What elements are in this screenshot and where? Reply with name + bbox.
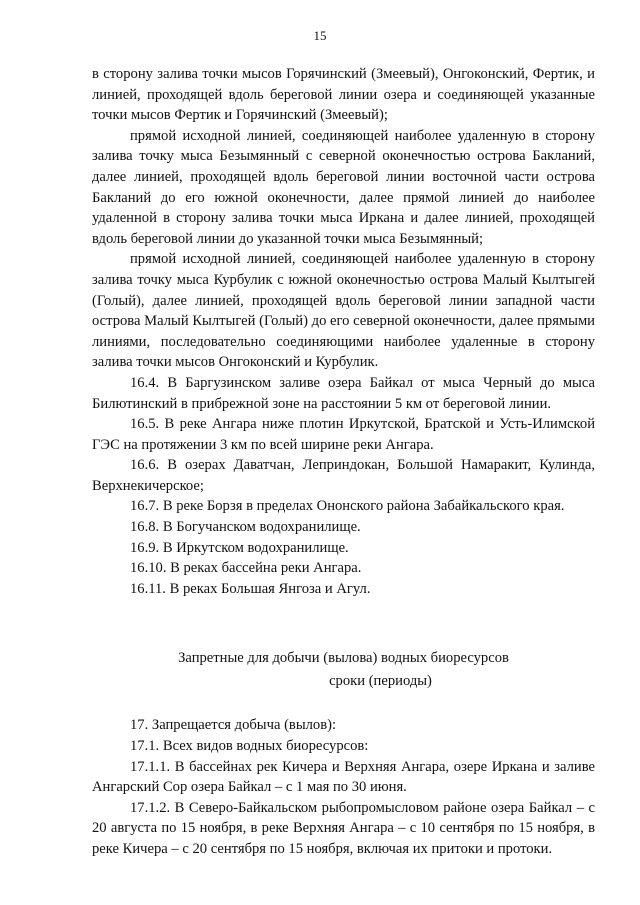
paragraph-continuation: в сторону залива точки мысов Горячинский (Змеевый), Онгоконский, Фертик, и линией, проходящей вдоль береговой линии озера и соединяющей указанные точки мысов Фертик и Горячинский (Змеевый); <box>92 66 595 124</box>
paragraph-16-6: 16.6. В озерах Даватчан, Леприндокан, Большой Намаракит, Кулинда, Верхнекичерское; <box>92 457 595 494</box>
paragraph-baseline-baklaniy: прямой исходной линией, соединяющей наиболее удаленную в сторону залива точку мыса Безымянный с северной оконечностью острова Бакланий, далее линией, проходящей вдоль береговой линии восточной части острова Бакланий до его южной оконечности, далее прямой линией до наиболее удаленной в сторону залива точки мыса Иркана и далее линией, проходящей вдоль береговой линии до указанной точки мыса Безымянный; <box>92 127 595 247</box>
paragraph-16-9: 16.9. В Иркутском водохранилище. <box>130 539 349 556</box>
paragraph-16-7: 16.7. В реке Борзя в пределах Ононского района Забайкальского края. <box>130 498 565 515</box>
paragraph-17: 17. Запрещается добыча (вылов): <box>130 717 337 734</box>
paragraph-16-4: 16.4. В Баргузинском заливе озера Байкал от мыса Черный до мыса Билютинский в прибрежной зоне на расстоянии 5 км от береговой линии. <box>92 374 595 412</box>
paragraph-16-8: 16.8. В Богучанском водохранилище. <box>130 519 361 536</box>
paragraph-16-10: 16.10. В реках бассейна реки Ангара. <box>130 560 362 577</box>
section-heading <box>92 647 595 693</box>
document-body <box>92 64 595 860</box>
paragraph-16-5: 16.5. В реке Ангара ниже плотин Иркутской, Братской и Усть-Илимской ГЭС на протяжении 3 км по всей ширине реки Ангара. <box>92 416 595 453</box>
section-heading-line-1: Запретные для добычи (вылова) водных биоресурсов <box>178 650 509 667</box>
paragraph-17-1: 17.1. Всех видов водных биоресурсов: <box>130 738 369 755</box>
paragraph-17-1-1: 17.1.1. В бассейнах рек Кичера и Верхняя Ангара, озере Иркана и заливе Ангарский Сор озера Байкал – с 1 мая по 30 июня. <box>92 758 595 796</box>
paragraph-17-1-2: 17.1.2. В Северо-Байкальском рыбопромысловом районе озера Байкал – с 20 августа по 15 ноября, в реке Верхняя Ангара – с 10 сентября по 15 ноября, в реке Кичера – с 20 сентября по 15 ноября, включая их притоки и протоки. <box>92 799 595 857</box>
paragraph-baseline-kurbulik: прямой исходной линией, соединяющей наиболее удаленную в сторону залива точку мыса Курбулик с южной оконечностью острова Малый Кылтыгей (Голый), далее линией, проходящей вдоль береговой линии западной части острова Малый Кылтыгей (Голый) до его северной оконечности, далее прямыми линиями, последовательно соединяющими наиболее удаленные в сторону залива точки мысов Онгоконский и Курбулик. <box>92 251 595 371</box>
page-number: 15 <box>313 28 327 43</box>
section-heading-line-2: сроки (периоды) <box>329 673 432 690</box>
paragraph-16-11: 16.11. В реках Большая Янгоза и Агул. <box>130 580 371 597</box>
